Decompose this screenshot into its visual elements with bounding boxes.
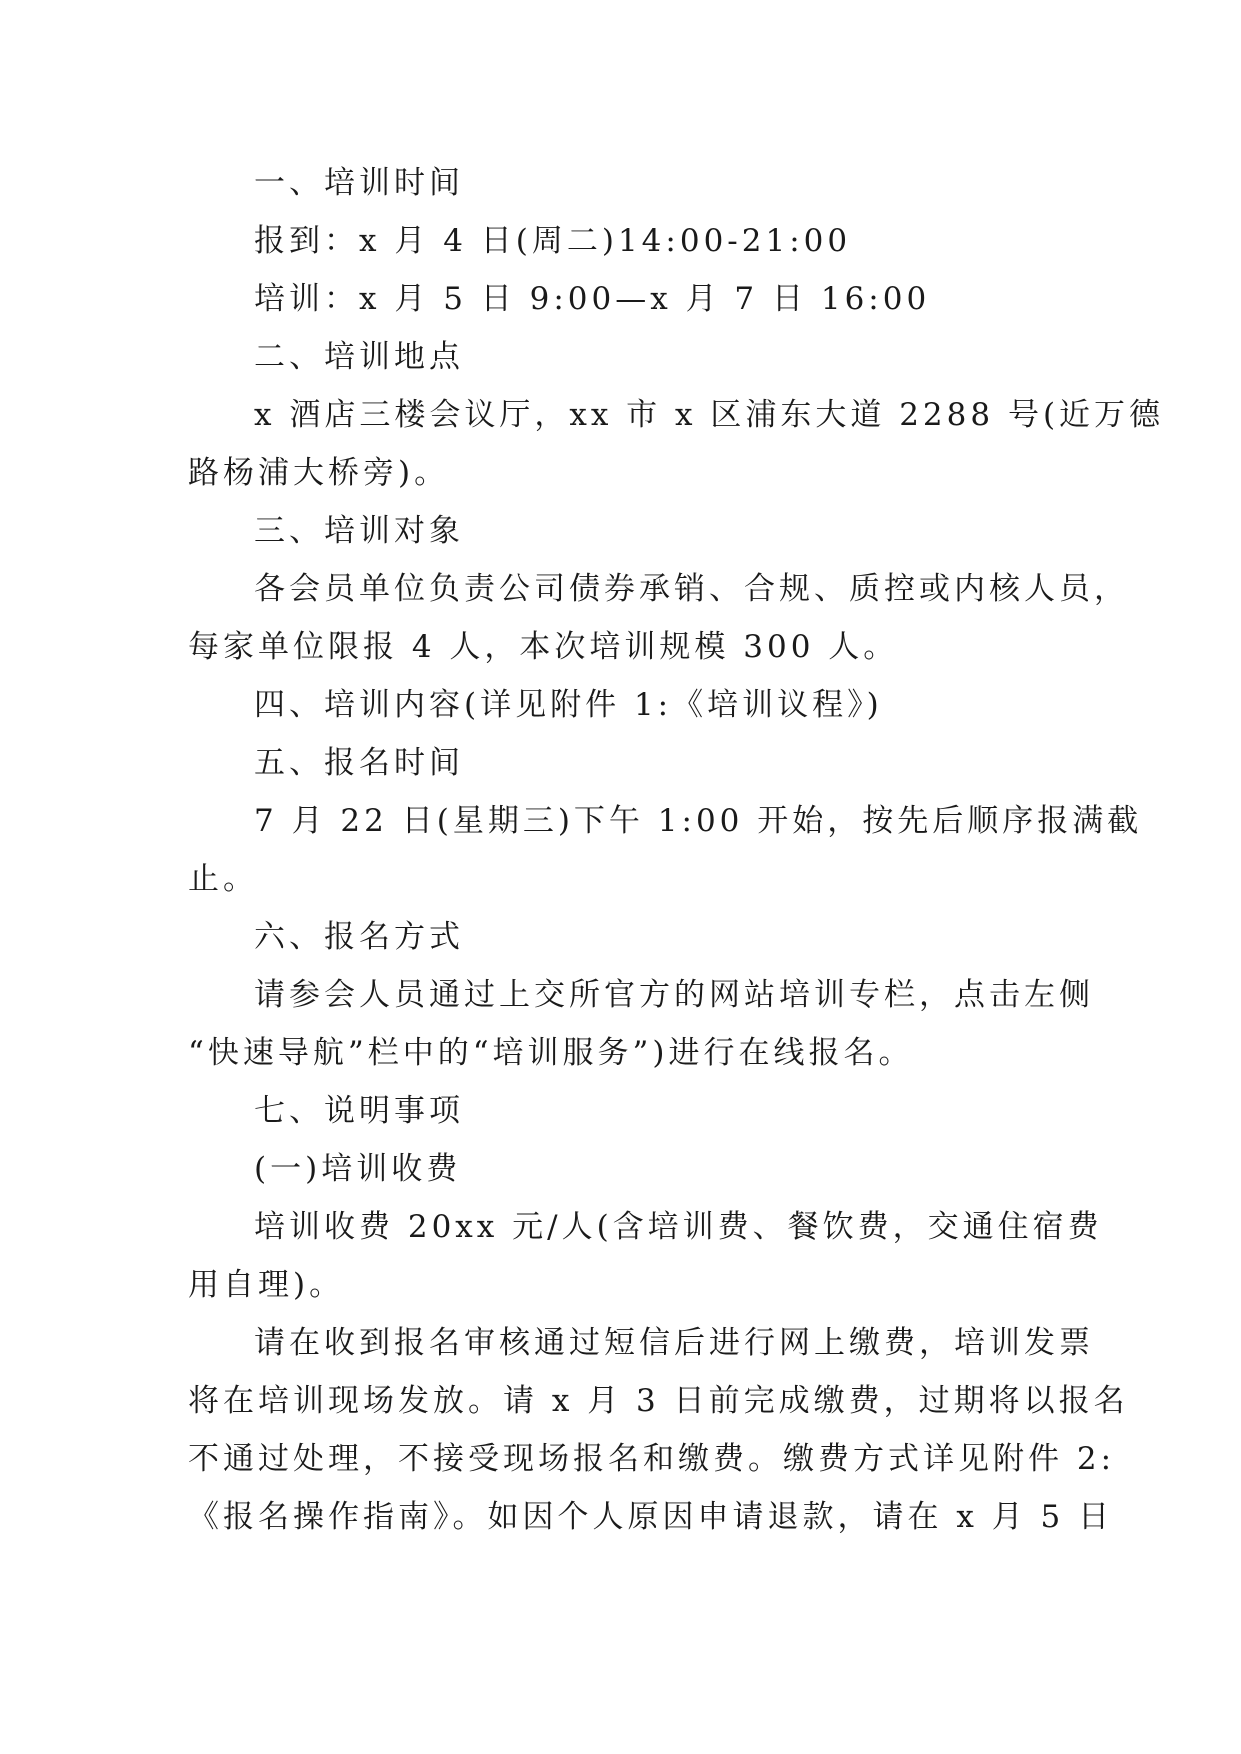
- text-line: 各会员单位负责公司债券承销、合规、质控或内核人员，: [254, 571, 1129, 607]
- heading-registration-time: 五、报名时间: [254, 745, 464, 781]
- heading-training-time: 一、培训时间: [254, 165, 464, 201]
- text-line: 请在收到报名审核通过短信后进行网上缴费，培训发票: [254, 1325, 1094, 1361]
- text-line: 每家单位限报 4 人，本次培训规模 300 人。: [188, 629, 899, 665]
- text-line: 不通过处理，不接受现场报名和缴费。缴费方式详见附件 2:: [188, 1441, 1116, 1477]
- heading-training-location: 二、培训地点: [254, 339, 464, 375]
- text-line: 培训收费 20xx 元/人(含培训费、餐饮费，交通住宿费: [254, 1209, 1103, 1245]
- text-line: 培训：x 月 5 日 9:00—x 月 7 日 16:00: [254, 281, 931, 317]
- heading-registration-method: 六、报名方式: [254, 919, 464, 955]
- text-line: 用自理)。: [188, 1267, 345, 1303]
- text-line: x 酒店三楼会议厅，xx 市 x 区浦东大道 2288 号(近万德: [254, 397, 1165, 433]
- text-line: “快速导航”栏中的“培训服务”)进行在线报名。: [188, 1035, 914, 1071]
- text-line: 报到：x 月 4 日(周二)14:00-21:00: [254, 223, 852, 259]
- subheading-training-fee: (一)培训收费: [254, 1151, 462, 1187]
- text-line: 请参会人员通过上交所官方的网站培训专栏，点击左侧: [254, 977, 1094, 1013]
- text-line: 止。: [188, 861, 258, 897]
- text-line: 7 月 22 日(星期三)下午 1:00 开始，按先后顺序报满截: [254, 803, 1143, 839]
- text-line: 路杨浦大桥旁)。: [188, 455, 450, 491]
- heading-training-audience: 三、培训对象: [254, 513, 464, 549]
- document-body: [188, 154, 1165, 1546]
- heading-notes: 七、说明事项: [254, 1093, 464, 1129]
- heading-training-content: 四、培训内容(详见附件 1:《培训议程》): [254, 687, 883, 723]
- text-line: 《报名操作指南》。如因个人原因申请退款，请在 x 月 5 日: [188, 1499, 1114, 1535]
- text-line: 将在培训现场发放。请 x 月 3 日前完成缴费，过期将以报名: [188, 1383, 1129, 1419]
